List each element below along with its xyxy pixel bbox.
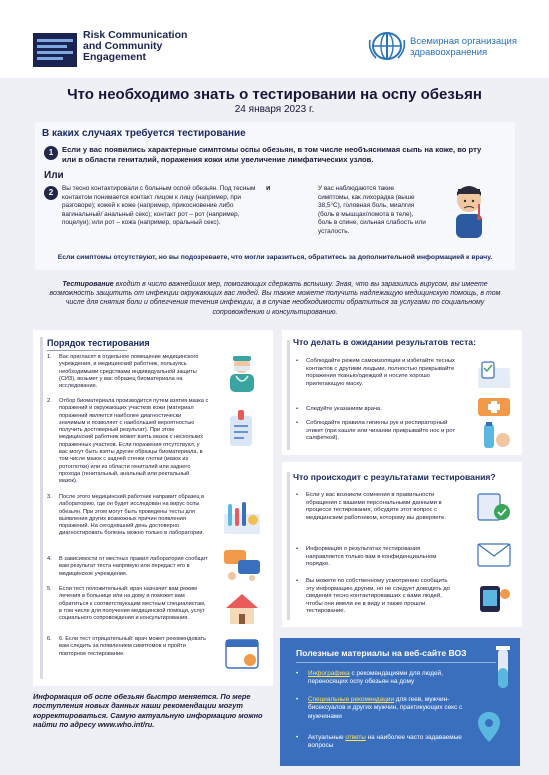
- when-item-3: У вас наблюдаются такие симптомы, как лихорадка (выше 38,5°С), головная боль, миалгия (боль в мышцах/ломота в теле), боль в спине, сильная слабость или усталость.: [318, 185, 426, 235]
- bullet-dot: •: [296, 406, 299, 412]
- rcce-title: [83, 30, 233, 63]
- materials-item-3: [296, 734, 466, 752]
- results-item-text: Информация о результатах тестирования направляется только вам в конфиденциальном порядке.: [306, 546, 437, 568]
- swab-test-icon: [224, 408, 260, 448]
- step-number: 3.: [47, 494, 52, 500]
- waiting-item-text: Следуйте указаниям врача.: [306, 406, 382, 412]
- inform-contacts-icon: [476, 584, 512, 614]
- results-item-text: Если у вас возникли сомнения в правильности обращения с вашими персональными данными в процессе тестирования, обсудите этот вопрос с медицинским работником, которому вы доверяете.: [306, 492, 446, 521]
- when-item-2: Вы тесно контактировали с больным оспой обезьян. Под тесным контактом понимается контакт лицом к лицу (например, при разговоре); кожей к коже (например, прикосновение либо вагинальный/ анальный секс); контакт рот – рот (например, поцелуи); или рот – кожа (например, оральный секс).: [62, 185, 256, 227]
- step-number: 1.: [47, 354, 52, 360]
- procedure-side-bar: [40, 337, 43, 679]
- procedure-step-1: [47, 354, 207, 390]
- materials-item-rest: с рекомендациями для людей, переносящих оспу обезьян на дому: [308, 670, 443, 686]
- no-symptoms-note: Если симптомы отсутствуют, но вы подозреваете, что могли заразиться, обратитесь за дополнительной информацией к врачу.: [57, 254, 493, 261]
- waiting-heading: Что делать в ожидании результатов теста:: [293, 337, 476, 347]
- bullet-dot: •: [296, 420, 299, 426]
- page-title: Что необходимо знать о тестировании на оспу обезьян: [67, 86, 482, 103]
- materials-item-rest: на наиболее часто задаваемые вопросы: [308, 734, 462, 750]
- procedure-heading: Порядок тестирования: [47, 338, 150, 348]
- step-text: Если тест положительный: врач назначит вам режим лечения в больнице или на дому и поможет вам обратиться к соответствующим местным специалистам, в том числе для получения медицинской помощи, услуг социального сопровождения и консультирования.: [59, 586, 206, 622]
- number-badge-1: 1: [44, 146, 58, 160]
- bullet-dot: •: [296, 578, 299, 584]
- rcce-line-1: Risk Communication: [83, 29, 188, 41]
- who-title: [410, 36, 530, 58]
- step-text: 6. Если тест отрицательный: врач может рекомендовать вам следить за появлением симптомов и пройти повторное тестирование.: [59, 636, 206, 657]
- bullet-dot: •: [296, 670, 299, 677]
- who-website-link[interactable]: www.who.int/ru: [97, 720, 153, 730]
- procedure-step-2: [47, 398, 209, 485]
- confidential-message-icon: [476, 540, 512, 570]
- doctor-icon: [222, 352, 262, 392]
- page-date: 24 января 2023 г.: [234, 104, 315, 115]
- waiting-item-text: Соблюдайте правила гигиены рук и респираторный этикет (при кашле или чихании прикрывайте нос и рот салфеткой).: [306, 420, 456, 442]
- rcce-line-2: and Community: [83, 40, 163, 52]
- results-item-text: Вы можете по собственному усмотрению сообщить эту информацию другим, но не следует доводить до сведения тесно контактировавших с вами людей, чтобы они имели ее в виду и также прошли тестирование.: [306, 578, 450, 615]
- materials-item-text: [308, 696, 466, 721]
- materials-item-text: [308, 734, 466, 751]
- when-item-1: Если у вас появились характерные симптомы оспы обезьян, в том числе необъяснимая сыпь на коже, во рту или в области гениталий, поражения кожи или увеличение лимфатических узлов.: [62, 145, 482, 164]
- materials-item-text: [308, 670, 466, 687]
- home-care-icon: [222, 590, 262, 626]
- communication-icon: [222, 548, 262, 582]
- waiting-item-text: Соблюдайте режим самоизоляции и избегайте тесных контактов с другими людьми, полностью прикрывайте поражения тканью/одеждой и носите хорошо прилегающую маску.: [306, 358, 456, 387]
- step-number: 6.: [47, 636, 52, 642]
- step-text: В зависимости от местных правил лаборатория сообщит вам результат теста напрямую или передаст его в медицинское учреждение.: [59, 556, 208, 577]
- materials-item-pre: Актуальные: [308, 734, 346, 741]
- materials-heading: Полезные материалы на веб-сайте ВОЗ: [296, 648, 467, 658]
- materials-item-rest: для геев, мужчин-бисексуалов и других мужчин, практикующих секс с мужчинами: [308, 696, 463, 720]
- location-pin-icon: [476, 710, 502, 744]
- home-isolation-icon: [476, 360, 512, 390]
- when-heading: В каких случаях требуется тестирование: [42, 128, 246, 139]
- who-line-2: здравоохранения: [410, 47, 488, 58]
- step-number: 4.: [47, 556, 52, 562]
- procedure-step-3: [47, 494, 207, 538]
- update-note-text: Информация об оспе обезьян быстро меняется. По мере поступления новых данных наши рекомендации могут корректироваться. Самую актуальную информацию можно найти по адресу: [33, 692, 263, 730]
- step-number: 2.: [47, 398, 52, 404]
- update-note-end: .: [152, 720, 155, 730]
- materials-underline: [296, 662, 496, 663]
- laboratory-icon: [222, 500, 262, 536]
- answers-link[interactable]: ответы: [345, 734, 366, 741]
- bullet-dot: •: [296, 696, 299, 703]
- waiting-side-bar: [287, 340, 290, 450]
- who-emblem-icon: [368, 30, 406, 62]
- rcce-line-3: Engagement: [83, 51, 147, 63]
- infographic-link[interactable]: Инфографика: [308, 670, 350, 677]
- sick-person-icon: [448, 180, 490, 240]
- results-side-bar: [287, 472, 290, 620]
- results-heading: Что происходит с результатами тестирования?: [293, 472, 496, 482]
- step-number: 5.: [47, 586, 52, 592]
- special-recommendations-link[interactable]: Специальные рекомендации: [308, 696, 395, 703]
- rcce-logo-icon: [33, 33, 77, 67]
- medical-kit-icon: [476, 394, 512, 418]
- testing-bold: Тестирование: [62, 281, 114, 288]
- procedure-step-6: [47, 636, 207, 658]
- testing-paragraph: [45, 280, 505, 317]
- hand-hygiene-icon: [476, 422, 512, 450]
- step-text: Вас пригласят в отдельное помещение медицинского учреждения, и медицинский работник, пользуясь необходимыми средствами индивидуальной защиты (СИЗ), возьмет у вас образец биоматериала на исследование.: [59, 354, 199, 390]
- number-badge-2: 2: [44, 186, 58, 200]
- materials-item-2: [296, 696, 466, 722]
- bullet-dot: •: [296, 358, 299, 364]
- procedure-underline: [47, 350, 127, 351]
- who-line-1: Всемирная организация: [410, 36, 517, 47]
- and-label: и: [266, 185, 271, 192]
- bullet-dot: •: [296, 546, 299, 552]
- or-label: Или: [44, 170, 64, 181]
- test-tube-icon: [490, 646, 516, 694]
- step-text: Отбор биоматериала производится путем взятия мазка с поражений и окружающих участков кожи (материал поражений является наиболее диагностически значимым и позволяет с наибольшей вероятностью получить достоверный результат). При этом медицинский работник может взять мазок с нескольких пораженных участков. Если поражения отсутствуют, у вас могут быть взяты другие образцы биоматериала, в том числе мазок с задней стенки глотки (мазок из ротоглотки) или из области гениталий или заднего прохода (генитальный, анальный или ректальный мазок).: [59, 398, 209, 485]
- update-note: [33, 692, 273, 730]
- procedure-step-5: [47, 586, 207, 630]
- bullet-dot: •: [296, 492, 299, 498]
- testing-text: входит в число важнейших мер, помогающих сдержать вспышку. Зная, что вы заразились вирусом, вы имеете возможность защитить от инфекции окружающих вас людей. Вы также можете получить надлежащую медицинскую помощь, в том числе для снятия боли и облегчения течения инфекции, а в случае необходимости обратиться за услугами по социальному сопровождению и консультированию.: [49, 281, 501, 316]
- bullet-dot: •: [296, 734, 299, 741]
- calendar-monitoring-icon: [222, 634, 262, 670]
- step-text: После этого медицинский работник направит образец в лабораторию, где он будет исследован на вирус оспы обезьян. При этом могут быть проведены тесты для выявления других возможных причин появления поражений. На сегодняшний день достоверно диагностировать болезнь можно только в лаборатории.: [59, 494, 205, 537]
- data-privacy-icon: [476, 490, 512, 524]
- materials-item-1: [296, 670, 466, 688]
- procedure-step-4: [47, 556, 207, 578]
